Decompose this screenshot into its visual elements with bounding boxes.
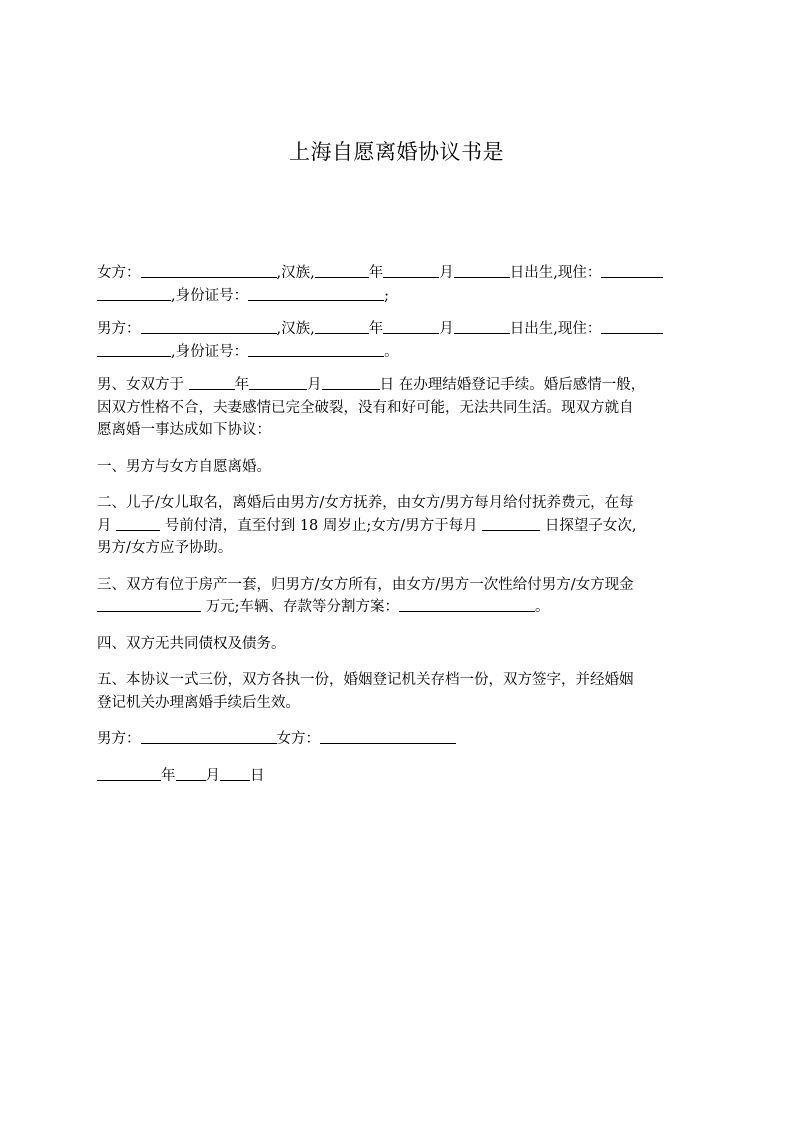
- female-id-blank: [248, 286, 384, 301]
- male-signature-blank: [141, 729, 277, 744]
- clause-1: 一、男方与女方自愿离婚。: [97, 458, 271, 475]
- male-ethnicity-text: ,汉族,: [276, 321, 315, 337]
- visit-day-blank: [482, 516, 540, 531]
- sign-month-text: 月: [205, 767, 220, 784]
- female-ethnicity-text: ,汉族,: [276, 265, 315, 281]
- male-end-mark: 。: [384, 343, 399, 360]
- female-year-text: 年: [368, 265, 384, 281]
- male-birth-year-blank: [315, 319, 369, 334]
- sign-year-text: 年: [161, 767, 176, 784]
- clause-2-text-1: 月: [97, 517, 117, 534]
- clause-3-text-1: 万元;车辆、存款等分割方案：: [201, 599, 399, 615]
- date-line: [97, 765, 707, 788]
- female-month-text: 月: [439, 265, 454, 281]
- signature-line: [97, 728, 707, 751]
- clause-2-line-3: 男方/女方应予协助。: [97, 540, 233, 556]
- clause-2-text-3: 日探望子女次,: [540, 517, 637, 534]
- female-info-paragraph: [97, 262, 707, 307]
- clause-5-line-1: 五、本协议一式三份，双方各执一份，婚姻登记机关存档一份，双方签字，并经婚姻: [97, 672, 634, 688]
- intro-month-text: 月: [307, 377, 322, 393]
- intro-line-3: 愿离婚一事达成如下协议：: [97, 422, 271, 438]
- male-address-blank: [601, 319, 663, 334]
- female-end-mark: ;: [384, 287, 389, 304]
- male-info-paragraph: [97, 318, 707, 363]
- male-signature-label: 男方：: [97, 731, 141, 747]
- clause-2: [97, 492, 707, 560]
- document-body: [97, 262, 707, 787]
- female-name-blank: [141, 263, 277, 278]
- male-month-text: 月: [439, 321, 454, 337]
- document-title: 上海自愿离婚协议书是: [289, 140, 504, 164]
- female-id-label: ,身份证号：: [171, 287, 249, 304]
- intro-paragraph: [97, 374, 707, 442]
- male-name-blank: [141, 319, 277, 334]
- sign-month-blank: [176, 766, 206, 781]
- clause-2-text-2: 号前付清，直至付到 18 周岁止;女方/男方于每月: [160, 517, 483, 534]
- payment-day-blank: [116, 516, 160, 531]
- cash-amount-blank: [97, 597, 201, 612]
- male-year-text: 年: [368, 321, 384, 337]
- intro-line-2: 因双方性格不合，夫妻感情已完全破裂，没有和好可能，无法共同生活。现双方就自: [97, 399, 634, 416]
- marriage-day-blank: [322, 375, 380, 390]
- female-address-blank: [601, 263, 663, 278]
- female-address-blank-2: [97, 286, 171, 301]
- male-label: 男方：: [97, 321, 141, 337]
- sign-day-blank: [220, 766, 250, 781]
- intro-year-text: 年: [234, 377, 250, 393]
- property-division-blank: [399, 597, 535, 612]
- female-born-text: 日出生,现住：: [509, 265, 602, 281]
- intro-text-2: 日 在办理结婚登记手续。婚后感情一般，: [379, 377, 646, 393]
- male-id-label: ,身份证号：: [171, 343, 249, 360]
- marriage-month-blank: [249, 375, 307, 390]
- sign-year-blank: [97, 766, 161, 781]
- male-born-text: 日出生,现住：: [509, 321, 602, 337]
- clause-3: [97, 574, 707, 619]
- clause-5: [97, 669, 707, 714]
- female-signature-label: 女方：: [276, 731, 320, 747]
- male-id-blank: [248, 342, 384, 357]
- sign-day-text: 日: [250, 767, 265, 784]
- clause-4: 四、双方无共同债权及债务。: [97, 635, 286, 652]
- female-birth-month-blank: [383, 263, 439, 278]
- female-birth-day-blank: [454, 263, 510, 278]
- female-label: 女方：: [97, 265, 141, 281]
- female-signature-blank: [320, 729, 456, 744]
- clause-3-text-2: 。: [535, 599, 550, 615]
- marriage-year-blank: [189, 375, 235, 390]
- intro-text-1: 男、女双方于: [97, 377, 189, 393]
- clause-5-line-2: 登记机关办理离婚手续后生效。: [97, 694, 300, 711]
- clause-3-line-1: 三、双方有位于房产一套，归男方/女方所有，由女方/男方一次性给付男方/女方现金: [97, 576, 634, 593]
- clause-2-line-1: 二、儿子/女儿取名，离婚后由男方/女方抚养，由女方/男方每月给付抚养费元，在每: [97, 495, 634, 511]
- male-birth-month-blank: [383, 319, 439, 334]
- male-address-blank-2: [97, 342, 171, 357]
- female-birth-year-blank: [315, 263, 369, 278]
- male-birth-day-blank: [454, 319, 510, 334]
